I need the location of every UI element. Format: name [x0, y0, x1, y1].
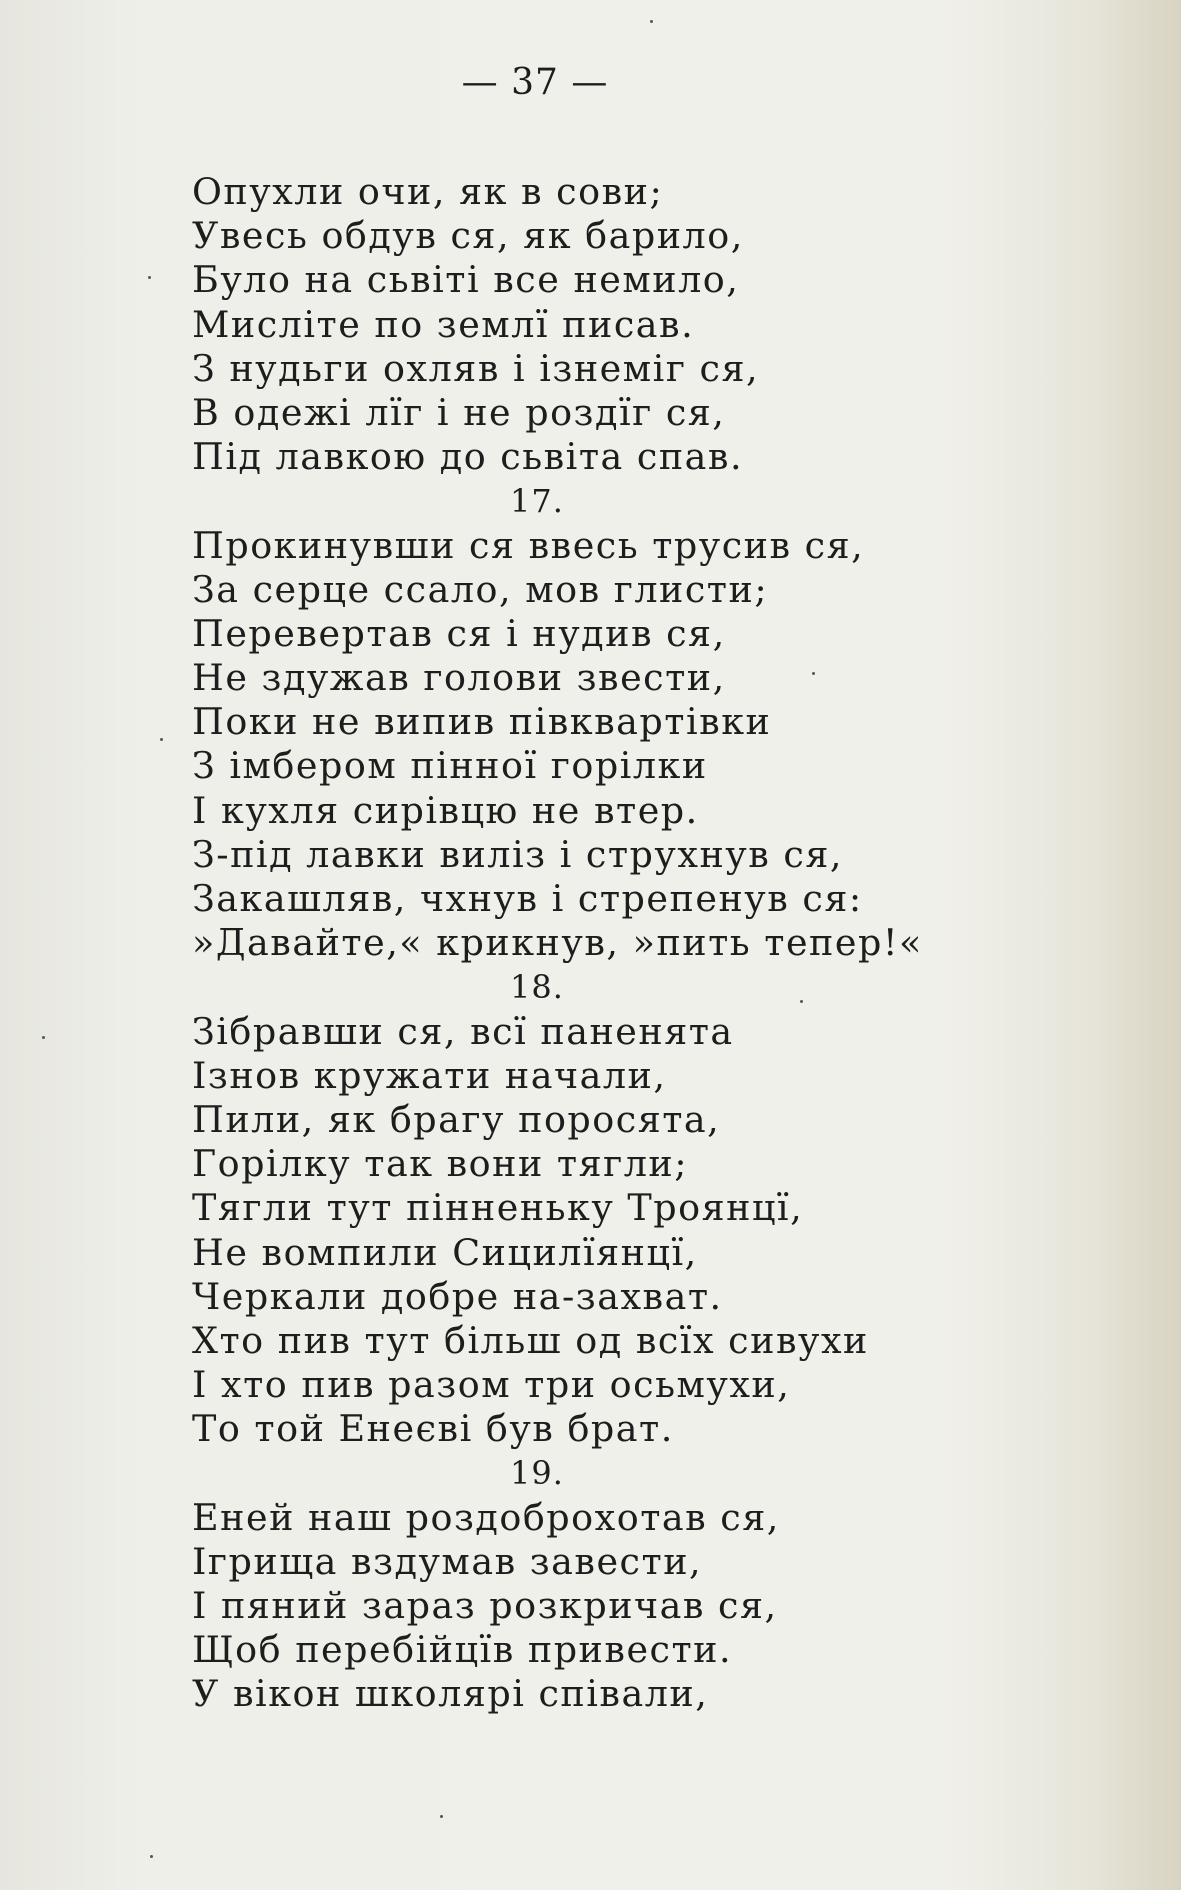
verse-line: За серце ссало, мов глисти;: [192, 567, 769, 611]
stanza-number: 19.: [510, 1454, 564, 1493]
verse-line: З нудьги охляв і ізнеміг ся,: [192, 346, 760, 390]
verse-line: Опухли очи, як в сови;: [192, 170, 664, 213]
verse-line: Не вомпили Сицилїянцї,: [192, 1230, 698, 1274]
verse-line: З-під лавки виліз і струхнув ся,: [192, 832, 843, 876]
paper-speck: [650, 20, 653, 23]
poem-text: [192, 170, 1072, 1717]
verse-line: То той Енеєві був брат.: [192, 1407, 674, 1451]
paper-speck: [160, 738, 163, 741]
paper-speck: [42, 1036, 45, 1039]
verse-line: Мисліте по землї писав.: [192, 302, 695, 346]
verse-line: В одежі лїг і не роздїг ся,: [192, 390, 726, 434]
verse-line: Було на сьвіті все немило,: [192, 258, 740, 302]
verse-line: З імбером пінної горілки: [192, 744, 708, 788]
verse-line: І хто пив разом три осьмухи,: [192, 1363, 791, 1407]
verse-line: Увесь обдув ся, як барило,: [192, 214, 744, 258]
verse-line: І кухля сирівцю не втер.: [192, 788, 699, 832]
stanza-number: 18.: [510, 968, 564, 1007]
verse-line: Пили, як брагу поросята,: [192, 1097, 721, 1141]
paper-speck: [148, 276, 151, 279]
verse-line: Хто пив тут більш од всїх сивухи: [192, 1318, 869, 1362]
verse-line: Еней наш роздоброхотав ся,: [192, 1495, 780, 1539]
verse-line: Горілку так вони тягли;: [192, 1142, 689, 1186]
verse-line: Закашляв, чхнув і стрепенув ся:: [192, 877, 863, 920]
verse-line: »Давайте,« крикнув, »пить тепер!«: [192, 921, 923, 965]
verse-line: Черкали добре на-захват.: [192, 1274, 723, 1318]
paper-speck: [800, 1000, 803, 1003]
verse-line: Ігрища вздумав завести,: [192, 1539, 703, 1583]
verse-line: Тягли тут пінненьку Троянцї,: [192, 1186, 804, 1230]
stanza-number: 17.: [510, 482, 564, 521]
paper-speck: [440, 1815, 443, 1818]
verse-line: Щоб перебійцїв привести.: [192, 1628, 733, 1672]
page-number: — 37 —: [461, 62, 609, 103]
verse-line: Ізнов кружати начали,: [192, 1053, 667, 1097]
verse-line: Перевертав ся і нудив ся,: [192, 611, 726, 655]
verse-line: У вікон школярі співали,: [192, 1672, 709, 1716]
verse-line: І пяний зараз розкричав ся,: [192, 1584, 778, 1627]
verse-line: Прокинувши ся ввесь трусив ся,: [192, 523, 865, 567]
paper-speck: [812, 672, 815, 675]
verse-line: Не здужав голови звести,: [192, 656, 726, 700]
verse-line: Зібравши ся, всї паненята: [192, 1009, 734, 1053]
verse-line: Під лавкою до сьвіта спав.: [192, 435, 744, 479]
verse-line: Поки не випив півквартівки: [192, 700, 772, 744]
paper-speck: [150, 1855, 153, 1858]
